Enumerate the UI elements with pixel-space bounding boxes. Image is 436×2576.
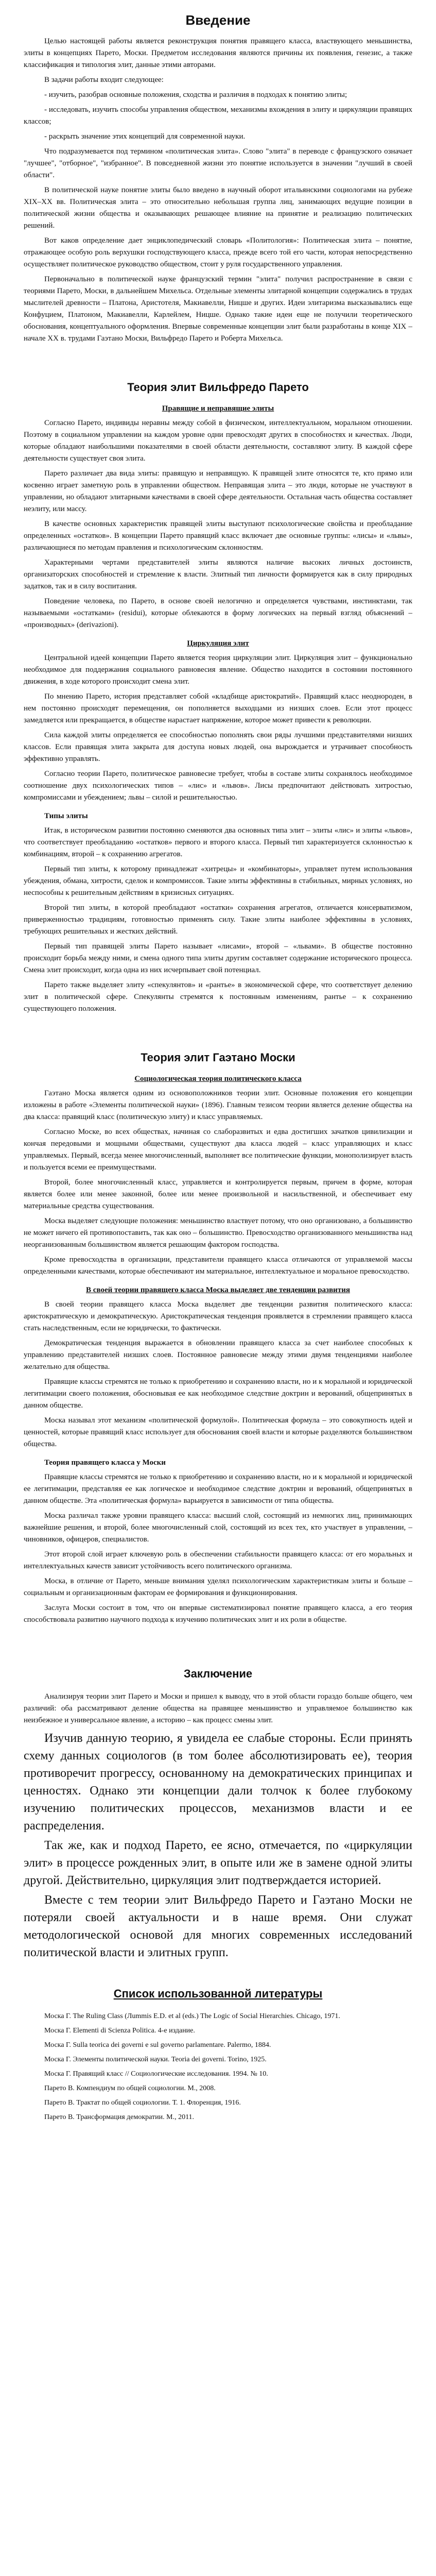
subsection-title: Типы элиты [44,812,88,820]
paragraph: Заслуга Моски состоит в том, что он впервые систематизировал понятие правящего класса, а его теория способствовала развитию научного подхода к изучению политических элит и их роли в обществе. [24,1604,412,1624]
paragraph-large: Изучив данную теорию, я увидела ее слабые стороны. Если принять схему данных социологов (в том более абсолютизировать ее), теория противоречит прогрессу, основанному на демократических принципах и ценностях. Однако эти концепции дали толчок к более глубокому изучению политических процессов, механизмов власти и ее распределения. [24,1732,412,1833]
paragraph: - изучить, разобрав основные положения, сходства и различия в подходах к понятию элиты; [44,91,347,99]
paragraph: Первый тип правящей элиты Парето называет «лисами», второй – «львами». В обществе постоянно происходит борьба между ними, и смена одного типа элиты другим составляет содержание исторического процесса. Смена элит происходит, когда одна из них исчерпывает свой потенциал. [24,942,412,974]
intro-section [24,36,412,345]
references-title: Список использованной литературы [113,1987,323,2000]
paragraph: Парето различает два вида элиты: правящую и неправящую. К правящей элите относятся те, кто прямо или косвенно играет заметную роль в управлении обществом. Неправящая элита – это люди, которые не участвуют в управлении, но обладают элитарными качествами в своей сфере деятельности. Остальная часть общества составляет неэлиту, или массу. [24,469,412,513]
paragraph: Итак, в историческом развитии постоянно сменяются два основных типа элит – элиты «лис» и элиты «львов», что соответствует преобладанию «остатков» первого и второго класса. Первый тип характеризуется склонностью к комбинациям, второй – к сохранению агрегатов. [24,826,412,858]
paragraph: Демократическая тенденция выражается в обновлении правящего класса за счет наиболее способных к управлению представителей низших слоев. Постоянное равновесие между этими двумя тенденциями наиболее желательно для общества. [24,1339,412,1371]
paragraph: Правящие классы стремятся не только к приобретению и сохранению власти, но и к моральной и юридической легитимации своего положения, обосновывая ее как необходимое следствие доктрин и верований, общепринятых в данном обществе. [24,1378,412,1410]
reference-item: Моска Г. Sulla teorica dei governi e sul governo parlamentare. Palermo, 1884. [44,2041,271,2049]
paragraph: Центральной идеей концепции Парето является теория циркуляции элит. Циркуляция элит – функционально необходимое для поддержания социального равновесия явление. Общество находится в состоянии постоянного движения, в ходе которого происходит смена элит. [24,654,412,686]
paragraph: Правящие классы стремятся не только к приобретению и сохранению власти, но и к моральной и юридической ее легитимации, представляя ее как логическое и необходимое следствие доктрин и верований, общепринятых в данном обществе. Эта «политическая формула» варьируется в зависимости от типа общества. [24,1473,412,1505]
paragraph: Поведение человека, по Парето, в основе своей нелогично и определяется чувствами, инстинктами, так называемыми «остатками» (residui), которые облекаются в форму логических на первый взгляд объяснений – «производных» (derivazioni). [24,597,412,629]
paragraph: Второй, более многочисленный класс, управляется и контролируется первым, причем в форме, которая является более или менее законной, более или менее произвольной и насильственной, и обеспечивает ему материальные средства существования. [24,1178,412,1210]
paragraph: В своей теории правящего класса Моска выделяет две тенденции развития политического класса: аристократическую и демократическую. Аристократическая тенденция проявляется в стремлении правящего класса стать наследственным, если не юридически, то фактически. [24,1300,412,1332]
pareto-title: Теория элит Вильфредо Парето [127,381,309,394]
reference-item: Парето В. Компендиум по общей социологии. М., 2008. [44,2084,216,2092]
paragraph: Гаэтано Моска является одним из основоположников теории элит. Основные положения его концепции изложены в работе «Элементы политической науки» (1896). Главным тезисом теории является деление общества на два класса: правящий класс (политическую элиту) и класс управляемых. [24,1089,412,1121]
paragraph: Сила каждой элиты определяется ее способностью пополнять свои ряды лучшими представителями низших классов. Если правящая элита закрыта для доступа новых людей, она вырождается и утрачивает способность эффективно управлять. [24,731,412,763]
reference-item: Парето В. Трактат по общей социологии. Т. 1. Флоренция, 1916. [44,2099,241,2107]
paragraph: Первый тип элиты, к которому принадлежат «хитрецы» и «комбинаторы», управляет путем использования убеждения, обмана, хитрости, сделок и компромиссов. Такие элиты эффективны в стабильных, мирных условиях, но неспособны к решительным действиям в кризисных ситуациях. [24,865,412,897]
paragraph: - раскрыть значение этих концепций для современной науки. [44,132,246,141]
paragraph: Моска называл этот механизм «политической формулой». Политическая формула – это совокупность идей и ценностей, которые правящий класс использует для обоснования своей власти и которые разделяются большинством общества. [24,1416,412,1448]
paragraph: По мнению Парето, история представляет собой «кладбище аристократий». Правящий класс неоднороден, в нем постоянно происходят перемещения, он пополняется выходцами из низших слоев. Если этот процесс замедляется или прекращается, в обществе нарастает напряжение, которое может привести к революции. [24,692,412,724]
paragraph: Анализируя теории элит Парето и Моски и пришел к выводу, что в этой области гораздо больше общего, чем различий: оба рассматривают деление общества на правящее меньшинство и управляемое большинство как неизбежное и универсальное явление, а историю – как процесс смены элит. [24,1692,412,1724]
paragraph: В задачи работы входит следующее: [44,76,164,84]
paragraph: Моска, в отличие от Парето, меньше внимания уделял психологическим характеристикам элиты и больше – социальным и организационным факторам ее формирования и функционирования. [24,1577,412,1597]
paragraph: Целью настоящей работы является реконструкция понятия правящего класса, властвующего меньшинства, элиты в концепциях Парето, Моски. Предметом исследования являются причины их появления, генезис, а также классификация и типология элит, данные этими авторами. [24,37,412,69]
subsection-title: В своей теории правящего класса Моска выделяет две тенденции развития [86,1286,350,1294]
paragraph: Что подразумевается под термином «политическая элита». Слово "элита" в переводе с французского означает "лучшее", "отборное", "избранное". В повседневной жизни это понятие используется в значении "лучший в своей области". [24,147,412,179]
paragraph: Парето также выделяет элиту «спекулянтов» и «рантье» в экономической сфере, что соответствует делению элит в политической сфере. Спекулянты стремятся к постоянным изменениям, рантье – к сохранению существующего положения. [24,981,412,1013]
paragraph: Моска выделяет следующие положения: меньшинство властвует потому, что оно организовано, а большинство не может ничего ей противопоставить, так как оно – большинство. Превосходство организованного меньшинства над неорганизованным большинством является решающим фактором господства. [24,1217,412,1249]
paragraph: Первоначально в политической науке французский термин "элита" получил распространение в связи с теориями Парето, Моски, в дальнейшем Михельса. Отдельные элементы элитарной концепции содержались в трудах мыслителей древности – Платона, Аристотеля, Макиавелли, Ницше и других. Идеи элитаризма высказывались еще Конфуцием, Платоном, Макиавелли, Карлейлем, Ницше. Однако такие идеи еще не получили теоретического обоснования, концептуального оформления. Впервые современные концепции элит были разработаны в конце XIX – начале XX в. трудами Гаэтано Моски, Вильфредо Парето и Роберта Михельса. [24,275,412,343]
paragraph-large: Вместе с тем теории элит Вильфредо Парето и Гаэтано Моски не потеряли своей актуальности и в наше время. Они служат методологической основой для многих современных исследований политической власти и элитных групп. [24,1893,412,1959]
reference-item: Моска Г. Правящий класс // Социологические исследования. 1994. № 10. [44,2070,268,2078]
paragraph: В качестве основных характеристик правящей элиты выступают психологические свойства и преобладание определенных «остатков». В концепции Парето правящий класс включает две основные группы: «лисы» и «львы», различающиеся по методам правления и психологическим склонностям. [24,520,412,552]
reference-item: Моска Г. Элементы политической науки. Teoria dei governi. Torino, 1925. [44,2056,267,2063]
paragraph: Согласно Парето, индивиды неравны между собой в физическом, интеллектуальном, моральном отношении. Поэтому в социальном управлении на каждом уровне одни превосходят других в способностях и качествах. Люди, которые обладают наибольшими показателями в своей области деятельности, составляют элиту. В каждой сфере деятельности существует своя элита. [24,419,412,463]
paragraph: Второй тип элиты, в которой преобладают «остатки» сохранения агрегатов, отличается консерватизмом, приверженностью традициям, готовностью применять силу. Такие элиты наиболее эффективны в условиях, требующих решительных и жестких действий. [24,904,412,936]
paragraph-large: Так же, как и подход Парето, ее ясно, отмечается, по «циркуляции элит» в процессе рожденных элит, в опыте или же в замене одной элиты другой. Действительно, циркуляция элит подтверждается историей. [24,1839,412,1887]
subsection-title: Социологическая теория политического класса [134,1075,302,1083]
paragraph: В политической науке понятие элиты было введено в научный оборот итальянскими социологами на рубеже XIX–XX вв. Политическая элита – это относительно небольшая группа лиц, занимающих ведущие позиции в политической жизни общества и оказывающих решающее влияние на принятие и реализацию политических решений. [24,186,412,230]
subsection-title: Теория правящего класса у Моски [44,1459,166,1467]
paragraph: Кроме превосходства в организации, представители правящего класса отличаются от управляемой массы определенными качествами, которые обеспечивают им материальное, интеллектуальное и моральное превосходство. [24,1256,412,1276]
reference-item: Моска Г. Elementi di Scienza Politica. 4-е издание. [44,2027,195,2035]
paragraph: Моска различал также уровни правящего класса: высший слой, состоящий из немногих лиц, принимающих важнейшие решения, и второй, более многочисленный слой, состоящий из всех тех, кто участвует в управлении, – чиновников, офицеров, специалистов. [24,1512,412,1544]
paragraph: Согласно теории Парето, политическое равновесие требует, чтобы в составе элиты сохранялось необходимое соотношение двух психологических типов – «лис» и «львов». Лисы предпочитают действовать хитростью, компромиссами и убеждением; львы – силой и решительностью. [24,770,412,802]
subsection-title: Циркуляция элит [187,639,249,648]
intro-title: Введение [185,12,251,28]
reference-item: Парето В. Трансформация демократии. М., 2011. [44,2113,195,2121]
paragraph: - исследовать, изучить способы управления обществом, механизмы вхождения в элиту и циркуляции правящих классов; [24,106,412,126]
paragraph: Согласно Моске, во всех обществах, начиная со слаборазвитых и едва достигших зачатков цивилизации и кончая передовыми и мощными обществами, существуют два класса людей – класс управляющих и класс управляемых. Первый, всегда менее многочисленный, выполняет все политические функции, монополизирует власть и пользуется всеми ее преимуществами. [24,1128,412,1172]
subsection-title: Правящие и неправящие элиты [162,404,274,413]
paragraph: Вот каков определение дает энциклопедический словарь «Политология»: Политическая элита – понятие, отражающее особую роль верхушки господствующего класса, прежде всего той его части, которая непосредственно осуществляет политическое руководство обществом, стоит у руля государственного управления. [24,236,412,268]
paragraph: Характерными чертами представителей элиты являются наличие высоких личных достоинств, организаторских способностей и стремление к власти. Элитный тип личности формируется как в силу природных задатков, так и в силу воспитания. [24,558,412,590]
paragraph: Этот второй слой играет ключевую роль в обеспечении стабильности правящего класса: от его моральных и интеллектуальных качеств зависит устойчивость всего политического организма. [24,1550,412,1570]
conclusion-title: Заключение [183,1667,253,1680]
mosca-title: Теория элит Гаэтано Моски [141,1051,295,1064]
reference-item: Моска Г. The Ruling Class (Лummis E.D. et al (eds.) The Logic of Social Hierarchies. Chicago, 1971. [44,2012,340,2020]
